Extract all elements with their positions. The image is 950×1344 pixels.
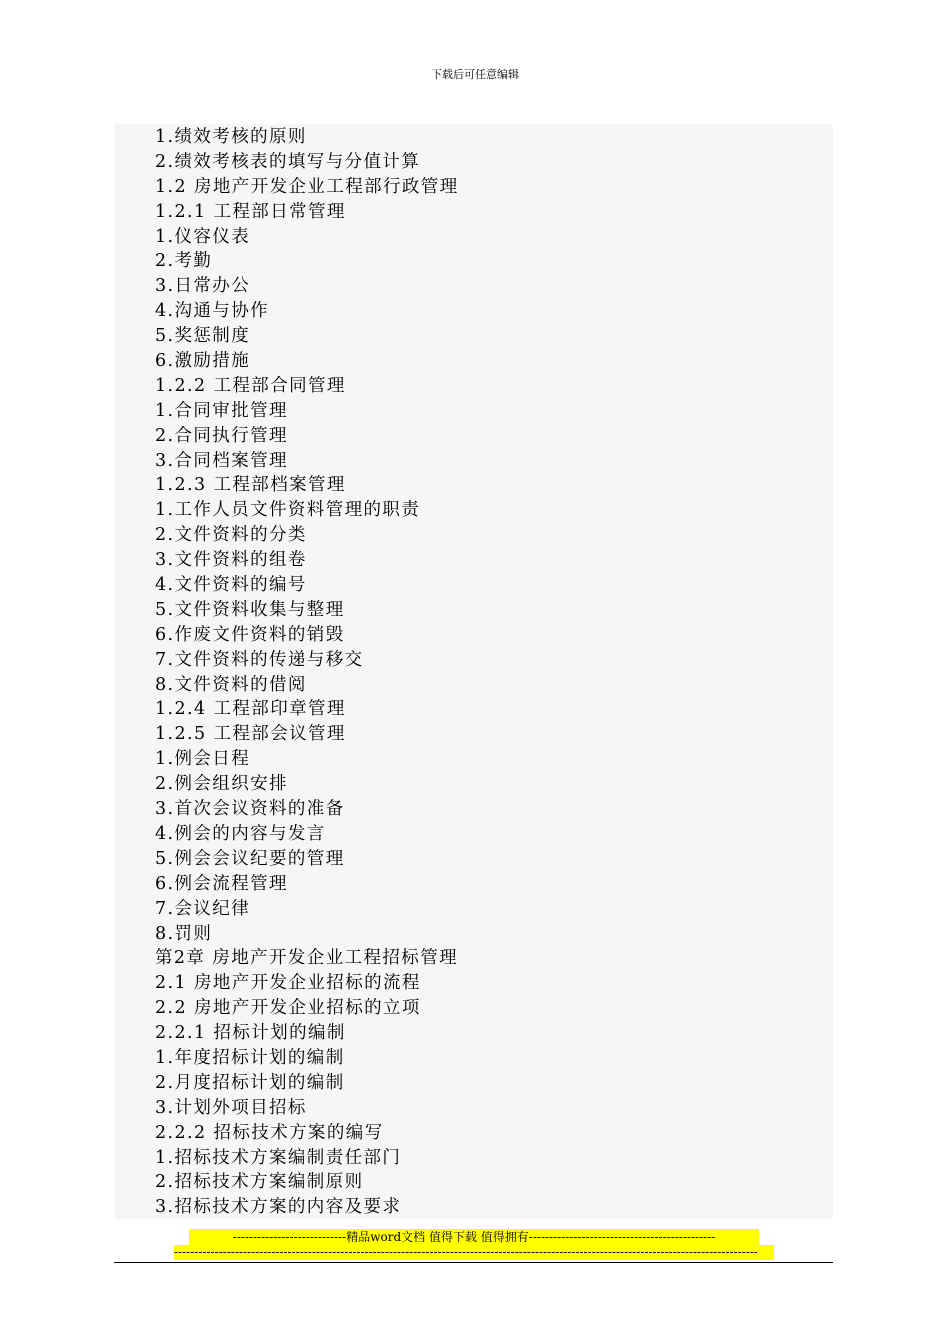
- toc-line: 8.罚则: [155, 923, 213, 944]
- toc-line: 3.计划外项目招标: [155, 1097, 307, 1118]
- toc-line: 2.1 房地产开发企业招标的流程: [155, 973, 421, 994]
- toc-line: 1.仪容仪表: [155, 226, 251, 247]
- toc-line: 2.考勤: [155, 251, 213, 272]
- footer-rule: [114, 1262, 833, 1263]
- toc-line: 3.合同档案管理: [155, 450, 288, 471]
- toc-line: 2.月度招标计划的编制: [155, 1072, 345, 1093]
- toc-line: 5.奖惩制度: [155, 326, 251, 347]
- toc-line: 8.文件资料的借阅: [155, 674, 307, 695]
- toc-line: 3.文件资料的组卷: [155, 550, 307, 571]
- toc-line: 7.会议纪律: [155, 898, 251, 919]
- toc-line: 1.2.5 工程部会议管理: [155, 724, 346, 745]
- toc-line: 2.例会组织安排: [155, 774, 288, 795]
- toc-line: 7.文件资料的传递与移交: [155, 649, 364, 670]
- toc-line: 2.招标技术方案编制原则: [155, 1172, 364, 1193]
- footer-dash-line: ------------------------------------------------------------------------------------------------------------------------------------------------: [174, 1245, 774, 1260]
- toc-line: 1.绩效考核的原则: [155, 127, 307, 147]
- toc-line: 第2章 房地产开发企业工程招标管理: [155, 948, 458, 969]
- toc-line: 3.日常办公: [155, 276, 251, 297]
- toc-line: 1.招标技术方案编制责任部门: [155, 1147, 402, 1168]
- toc-line: 3.首次会议资料的准备: [155, 799, 345, 820]
- toc-line: 1.2.2 工程部合同管理: [155, 375, 346, 396]
- toc-line: 6.激励措施: [155, 351, 251, 372]
- toc-line: 1.2 房地产开发企业工程部行政管理: [155, 176, 459, 197]
- toc-line: 4.文件资料的编号: [155, 575, 307, 596]
- toc-line: 1.年度招标计划的编制: [155, 1047, 345, 1068]
- toc-line: 1.工作人员文件资料管理的职责: [155, 500, 421, 521]
- toc-line: 2.2.1 招标计划的编制: [155, 1023, 346, 1044]
- toc-line: 4.例会的内容与发言: [155, 823, 326, 844]
- toc-line: 2.绩效考核表的填写与分值计算: [155, 151, 421, 172]
- header-note: 下载后可任意编辑: [431, 68, 519, 81]
- toc-line: 1.2.4 工程部印章管理: [155, 699, 346, 720]
- toc-list: [155, 125, 459, 1220]
- toc-line: 3.招标技术方案的内容及要求: [155, 1197, 402, 1218]
- toc-line: 5.文件资料收集与整理: [155, 599, 345, 620]
- toc-line: 5.例会会议纪要的管理: [155, 848, 345, 869]
- toc-line: 1.2.1 工程部日常管理: [155, 201, 346, 222]
- footer-promo-line: ----------------------------精品word文档 值得下载 值得拥有----------------------------------------------: [189, 1229, 759, 1245]
- toc-line: 1.例会日程: [155, 749, 251, 770]
- toc-line: 1.2.3 工程部档案管理: [155, 475, 346, 496]
- toc-line: 1.合同审批管理: [155, 400, 288, 421]
- toc-line: 2.2 房地产开发企业招标的立项: [155, 998, 421, 1019]
- toc-line: 6.例会流程管理: [155, 873, 288, 894]
- toc-line: 2.2.2 招标技术方案的编写: [155, 1122, 384, 1143]
- toc-line: 4.沟通与协作: [155, 301, 269, 322]
- toc-line: 2.文件资料的分类: [155, 525, 307, 546]
- toc-line: 2.合同执行管理: [155, 425, 288, 446]
- toc-line: 6.作废文件资料的销毁: [155, 624, 345, 645]
